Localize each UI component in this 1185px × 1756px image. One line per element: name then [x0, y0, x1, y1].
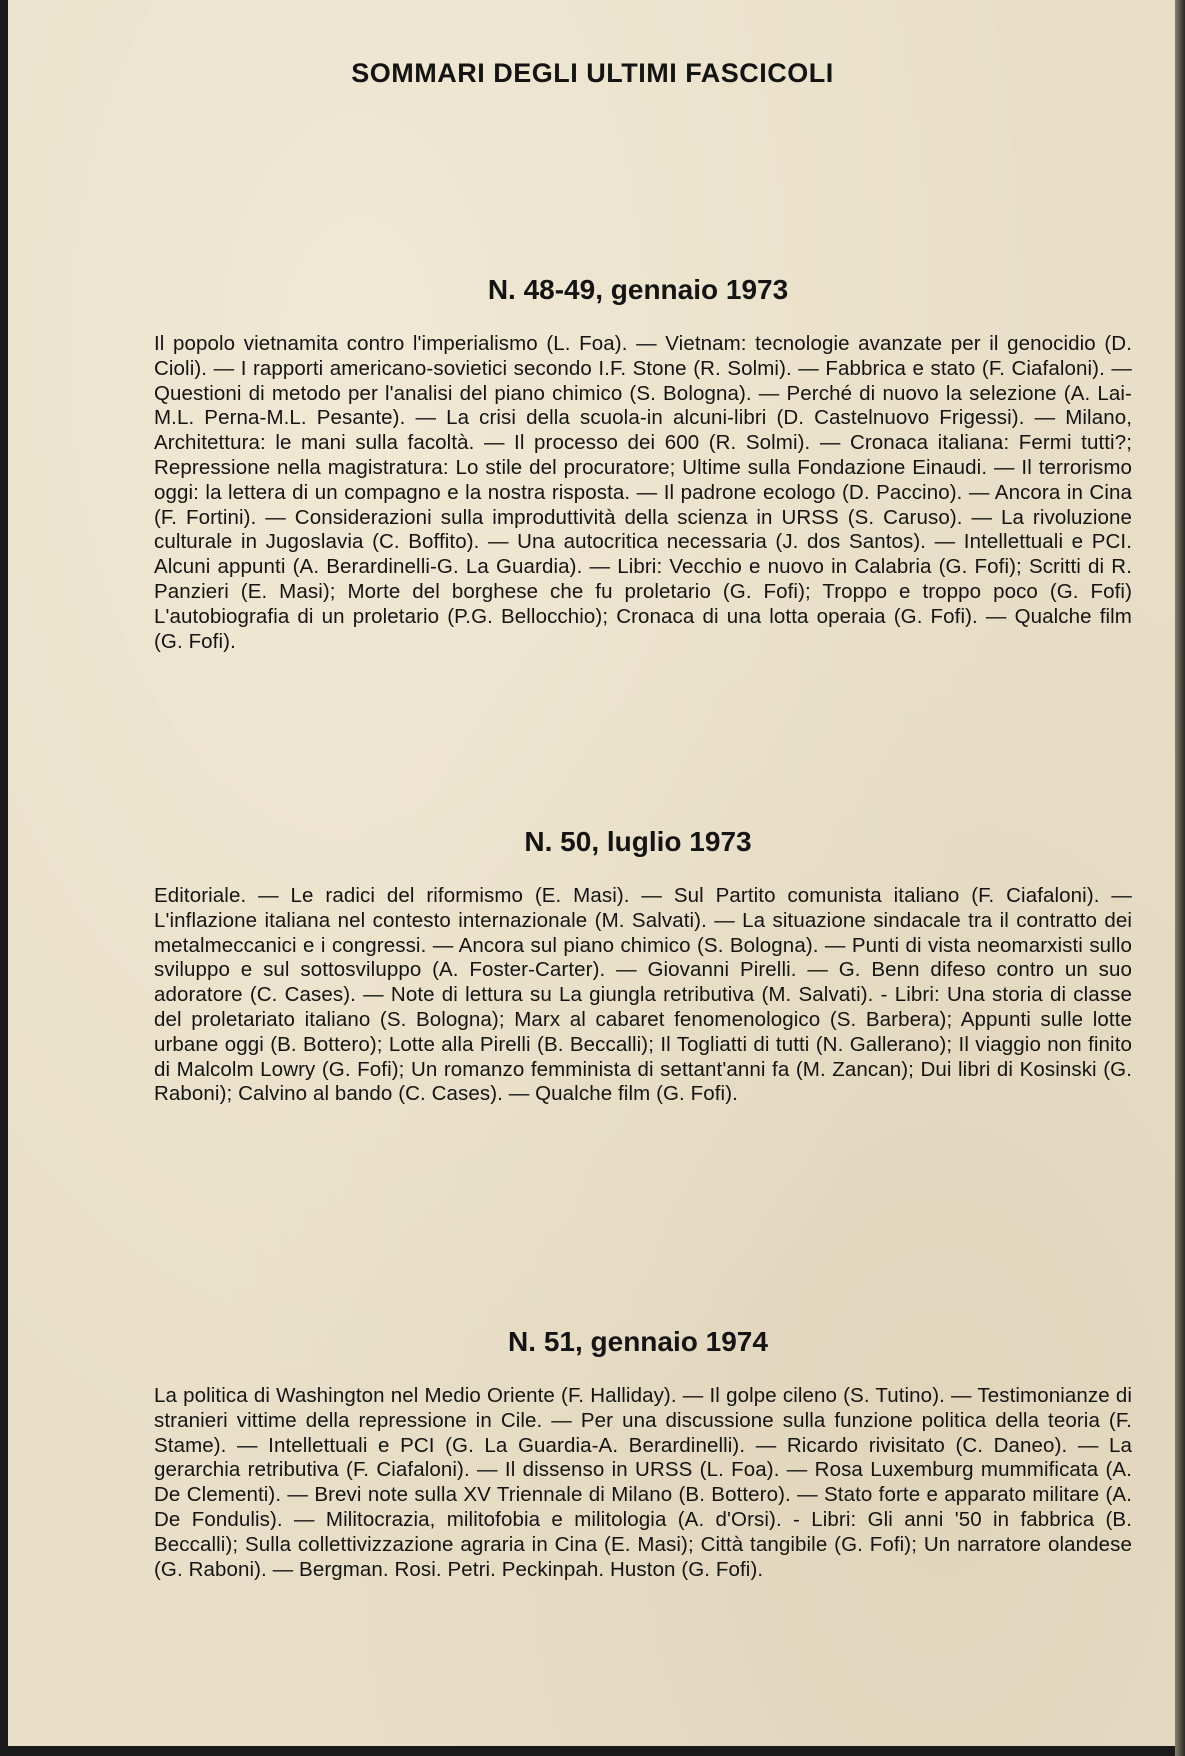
issue-heading: N. 48-49, gennaio 1973	[487, 274, 789, 305]
page-edge-shadow	[1175, 0, 1185, 1756]
issue-contents: Editoriale. — Le radici del riformismo (E. Masi). — Sul Partito comunista italiano (F. Ciafaloni). — L'inflazione italiana nel contesto internazionale (M. Salvati). — La situazione sindacale tra il contratto dei metalmeccanici e i congressi. — Ancora sul piano chimico (S. Bologna). — Punti di vista neomarxisti sullo sviluppo e sul sottosviluppo (A. Foster-Carter). — Giovanni Pirelli. — G. Benn difeso contro un suo adoratore (C. Cases). — Note di lettura su La giungla retributiva (M. Salvati). - Libri: Una storia di classe del proletariato italiano (S. Bologna); Marx al cabaret fenomenologico (S. Barbera); Appunti sulle lotte urbane oggi (B. Bottero); Lotte alla Pirelli (B. Beccalli); Il Togliatti di tutti (N. Gallerano); Il viaggio non finito di Malcolm Lowry (G. Fofi); Un romanzo femminista di settant'anni fa (M. Zancan); Dui libri di Kosinski (G. Raboni); Calvino al bando (C. Cases). — Qualche film (G. Fofi).	[154, 884, 1132, 1106]
issue-section	[154, 1326, 1132, 1582]
document-page	[8, 0, 1177, 1746]
page-title: SOMMARI DEGLI ULTIMI FASCICOLI	[351, 58, 834, 88]
issue-heading: N. 50, luglio 1973	[524, 826, 752, 857]
issue-contents: Il popolo vietnamita contro l'imperialismo (L. Foa). — Vietnam: tecnologie avanzate per il genocidio (D. Cioli). — I rapporti americano-sovietici secondo I.F. Stone (R. Solmi). — Fabbrica e stato (F. Ciafaloni). — Questioni di metodo per l'analisi del piano chimico (S. Bologna). — Perché di nuovo la selezione (A. Lai-M.L. Perna-M.L. Pesante). — La crisi della scuola-in alcuni-libri (D. Castelnuovo Frigessi). — Milano, Architettura: le mani sulla facoltà. — Il processo dei 600 (R. Solmi). — Cronaca italiana: Fermi tutti?; Repressione nella magistratura: Lo stile del procuratore; Ultime sulla Fondazione Einaudi. — Il terrorismo oggi: la lettera di un compagno e la nostra risposta. — Il padrone ecologo (D. Paccino). — Ancora in Cina (F. Fortini). — Considerazioni sulla improduttività della scienza in URSS (S. Caruso). — La rivoluzione culturale in Jugoslavia (C. Boffito). — Una autocritica necessaria (J. dos Santos). — Intellettuali e PCI. Alcuni appunti (A. Berardinelli-G. La Guardia). — Libri: Vecchio e nuovo in Calabria (G. Fofi); Scritti di R. Panzieri (E. Masi); Morte del borghese che fu proletario (G. Fofi); Troppo e troppo poco (G. Fofi) L'autobiografia di un proletario (P.G. Bellocchio); Cronaca di una lotta operaia (G. Fofi). — Qualche film (G. Fofi).	[154, 332, 1132, 653]
issue-contents: La politica di Washington nel Medio Oriente (F. Halliday). — Il golpe cileno (S. Tutino). — Testimonianze di stranieri vittime della repressione in Cile. — Per una discussione sulla funzione politica della teoria (F. Stame). — Intellettuali e PCI (G. La Guardia-A. Berardinelli). — Ricardo rivisitato (C. Daneo). — La gerarchia retributiva (F. Ciafaloni). — Il dissenso in URSS (L. Foa). — Rosa Luxemburg mummificata (A. De Clementi). — Brevi note sulla XV Triennale di Milano (B. Bottero). — Stato forte e apparato militare (A. De Fondulis). — Militocrazia, militofobia e militologia (A. d'Orsi). - Libri: Gli anni '50 in fabbrica (B. Beccalli); Sulla collettivizzazione agraria in Cina (E. Masi); Città tangibile (G. Fofi); Un narratore olandese (G. Raboni). — Bergman. Rosi. Petri. Peckinpah. Huston (G. Fofi).	[154, 1384, 1132, 1581]
issue-section	[154, 826, 1132, 1107]
issue-heading: N. 51, gennaio 1974	[508, 1326, 768, 1357]
issue-section	[154, 274, 1132, 654]
